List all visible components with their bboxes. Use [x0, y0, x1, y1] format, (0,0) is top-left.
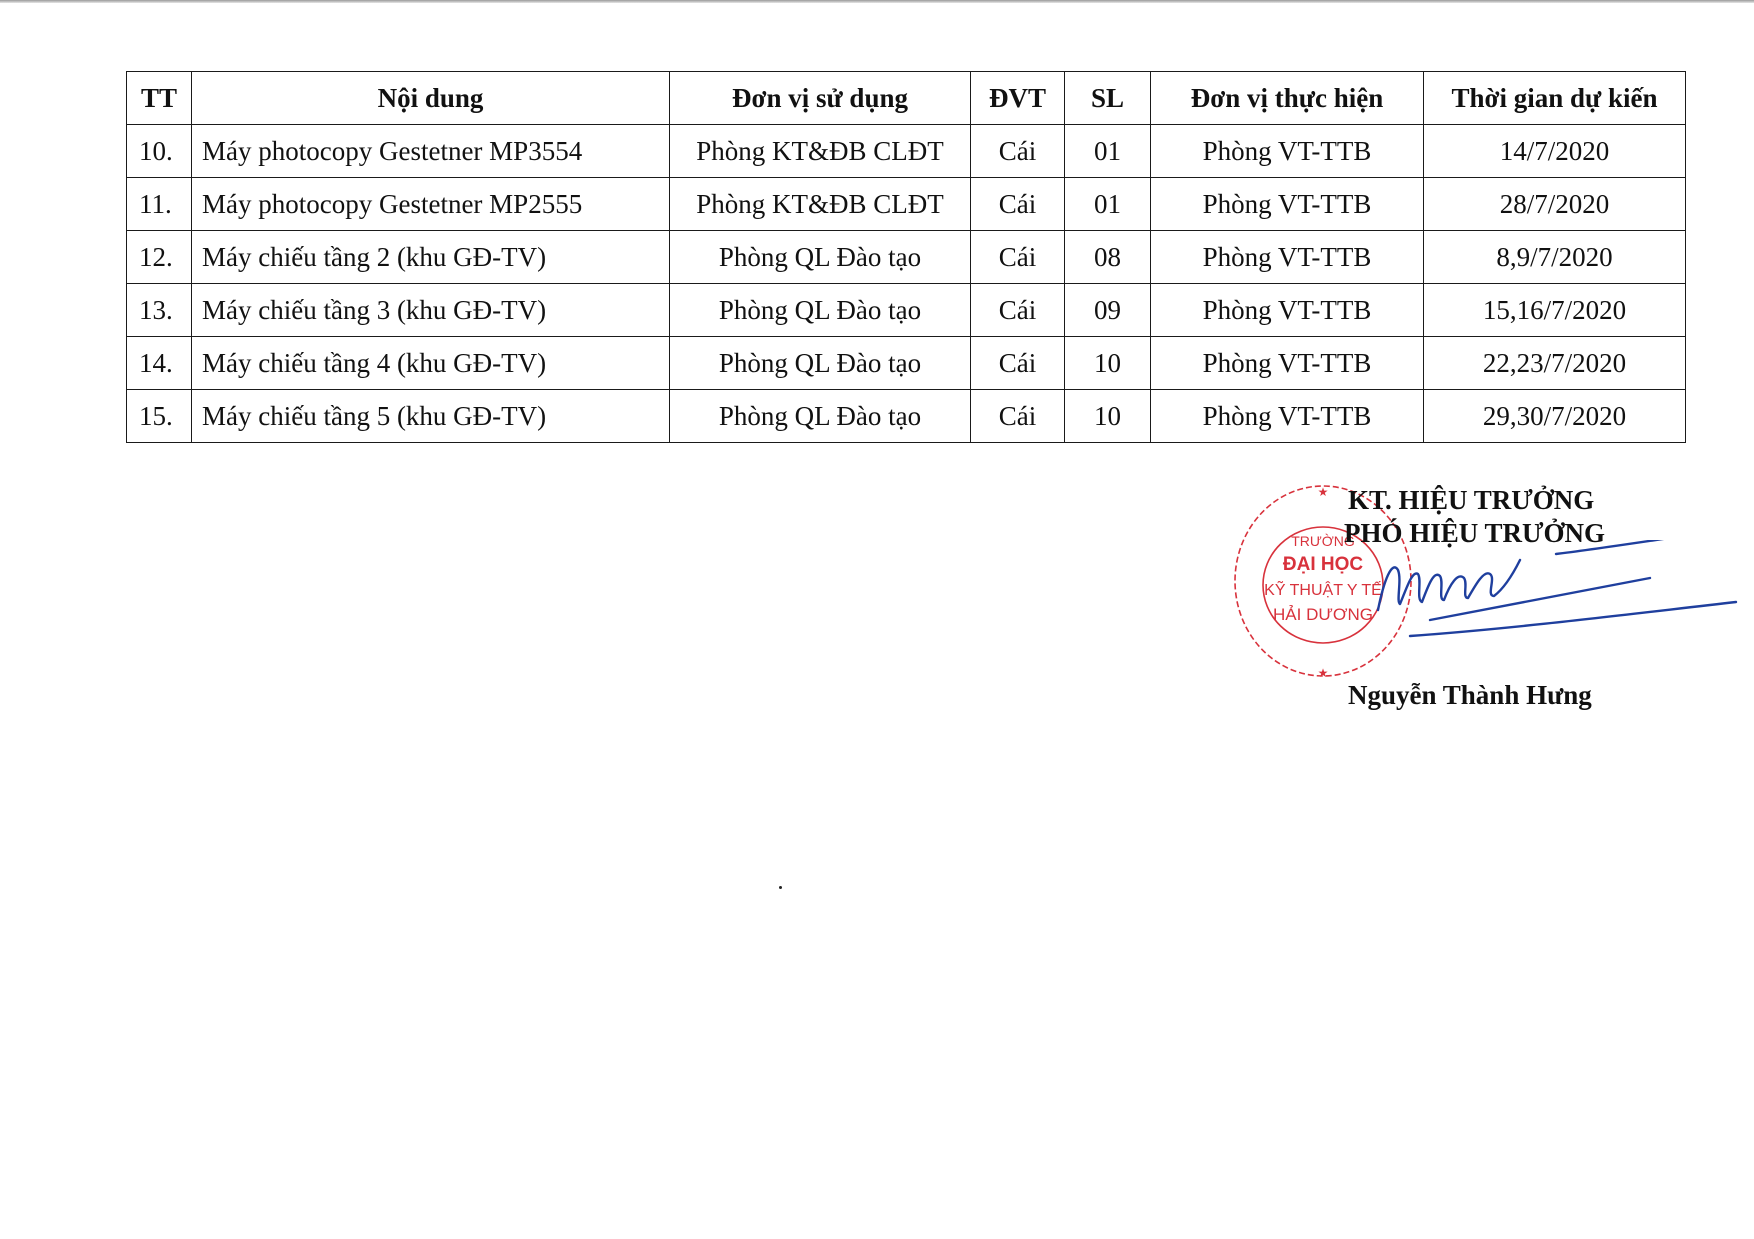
handwritten-signature	[1370, 540, 1740, 650]
cell-dvt: Cái	[971, 125, 1065, 178]
cell-thoi-gian: 29,30/7/2020	[1424, 390, 1686, 443]
cell-don-vi-su-dung: Phòng QL Đào tạo	[670, 284, 971, 337]
table-row	[127, 390, 1686, 443]
cell-thoi-gian: 28/7/2020	[1424, 178, 1686, 231]
cell-thoi-gian: 15,16/7/2020	[1424, 284, 1686, 337]
header-thoi-gian: Thời gian dự kiến	[1424, 72, 1686, 125]
table-row	[127, 337, 1686, 390]
signature-title-line2: PHÓ HIỆU TRƯỞNG	[1344, 518, 1606, 548]
cell-don-vi-su-dung: Phòng KT&ĐB CLĐT	[670, 178, 971, 231]
cell-dvt: Cái	[971, 178, 1065, 231]
stamp-line3: KỸ THUẬT Y TẾ	[1264, 582, 1382, 599]
stamp-star-bottom: ★	[1317, 666, 1329, 680]
table-row	[127, 125, 1686, 178]
stamp-line1: TRƯỜNG	[1291, 533, 1355, 549]
cell-don-vi-su-dung: Phòng QL Đào tạo	[670, 337, 971, 390]
cell-sl: 10	[1065, 390, 1151, 443]
cell-noi-dung: Máy chiếu tầng 3 (khu GĐ-TV)	[192, 284, 670, 337]
stamp-line2: ĐẠI HỌC	[1282, 554, 1364, 575]
cell-noi-dung: Máy chiếu tầng 4 (khu GĐ-TV)	[192, 337, 670, 390]
cell-don-vi-thuc-hien: Phòng VT-TTB	[1151, 178, 1424, 231]
cell-tt: 12.	[127, 231, 192, 284]
cell-noi-dung: Máy chiếu tầng 5 (khu GĐ-TV)	[192, 390, 670, 443]
table-row	[127, 284, 1686, 337]
cell-tt: 11.	[127, 178, 192, 231]
table-row	[127, 178, 1686, 231]
table-header-row	[127, 72, 1686, 125]
cell-thoi-gian: 14/7/2020	[1424, 125, 1686, 178]
cell-don-vi-su-dung: Phòng QL Đào tạo	[670, 390, 971, 443]
cell-tt: 15.	[127, 390, 192, 443]
header-don-vi-thuc-hien: Đơn vị thực hiện	[1151, 72, 1424, 125]
header-don-vi-su-dung: Đơn vị sử dụng	[670, 72, 971, 125]
cell-noi-dung: Máy photocopy Gestetner MP3554	[192, 125, 670, 178]
cell-dvt: Cái	[971, 284, 1065, 337]
cell-don-vi-thuc-hien: Phòng VT-TTB	[1151, 390, 1424, 443]
scan-edge	[0, 0, 1754, 3]
cell-thoi-gian: 8,9/7/2020	[1424, 231, 1686, 284]
header-tt: TT	[127, 72, 192, 125]
cell-sl: 09	[1065, 284, 1151, 337]
equipment-schedule-table	[126, 71, 1686, 443]
cell-noi-dung: Máy chiếu tầng 2 (khu GĐ-TV)	[192, 231, 670, 284]
cell-tt: 10.	[127, 125, 192, 178]
signature-title-line1: KT. HIỆU TRƯỞNG	[1348, 485, 1595, 515]
cell-don-vi-thuc-hien: Phòng VT-TTB	[1151, 337, 1424, 390]
cell-sl: 08	[1065, 231, 1151, 284]
stamp-line4: HẢI DƯƠNG	[1273, 605, 1373, 624]
cell-dvt: Cái	[971, 337, 1065, 390]
header-noi-dung: Nội dung	[192, 72, 670, 125]
cell-sl: 10	[1065, 337, 1151, 390]
stamp-star-top: ★	[1317, 485, 1329, 499]
cell-don-vi-su-dung: Phòng KT&ĐB CLĐT	[670, 125, 971, 178]
signer-name: Nguyễn Thành Hưng	[1348, 680, 1592, 710]
cell-thoi-gian: 22,23/7/2020	[1424, 337, 1686, 390]
cell-sl: 01	[1065, 125, 1151, 178]
cell-sl: 01	[1065, 178, 1151, 231]
cell-noi-dung: Máy photocopy Gestetner MP2555	[192, 178, 670, 231]
table-row	[127, 231, 1686, 284]
cell-dvt: Cái	[971, 390, 1065, 443]
cell-dvt: Cái	[971, 231, 1065, 284]
cell-don-vi-thuc-hien: Phòng VT-TTB	[1151, 284, 1424, 337]
header-sl: SL	[1065, 72, 1151, 125]
cell-don-vi-thuc-hien: Phòng VT-TTB	[1151, 231, 1424, 284]
cell-don-vi-su-dung: Phòng QL Đào tạo	[670, 231, 971, 284]
scan-speck	[779, 886, 782, 889]
header-dvt: ĐVT	[971, 72, 1065, 125]
cell-tt: 14.	[127, 337, 192, 390]
cell-tt: 13.	[127, 284, 192, 337]
cell-don-vi-thuc-hien: Phòng VT-TTB	[1151, 125, 1424, 178]
